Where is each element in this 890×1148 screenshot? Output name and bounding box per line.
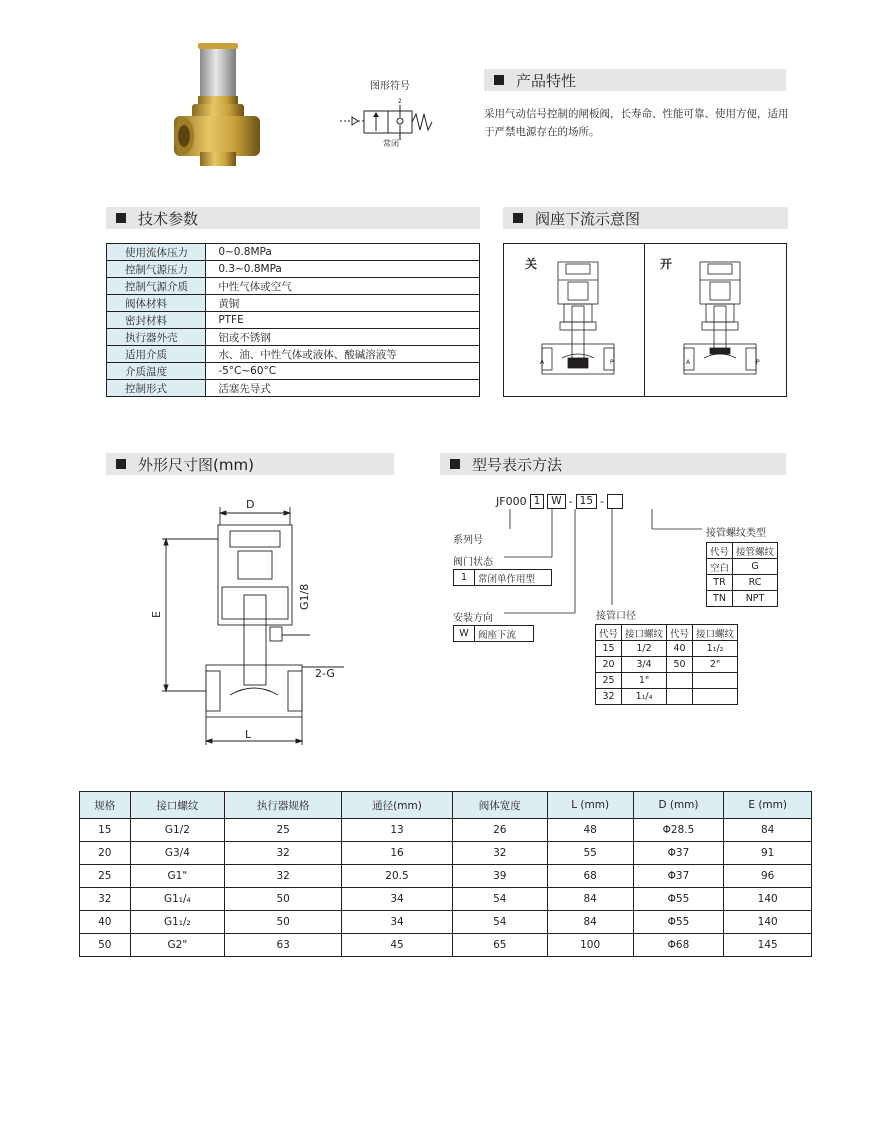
product-photo [170, 40, 260, 170]
dim-g18-label: G1/8 [298, 583, 311, 610]
table-cell: G2" [130, 934, 225, 957]
table-header-cell: 接管螺纹 [733, 543, 778, 559]
symbol-port-1: 1 [398, 135, 402, 142]
thread-type-table [706, 542, 778, 607]
table-cell: 54 [452, 888, 547, 911]
param-value: 水、油、中性气体或液体、酸碱溶液等 [206, 346, 480, 363]
table-cell: TN [707, 591, 733, 607]
table-cell: 50 [667, 657, 693, 673]
table-cell: 50 [225, 911, 342, 934]
table-cell: Φ68 [633, 934, 724, 957]
param-name: 介质温度 [107, 363, 206, 380]
table-cell: 48 [547, 819, 633, 842]
table-cell: 空白 [707, 559, 733, 575]
table-row [107, 329, 480, 346]
table-cell: NPT [733, 591, 778, 607]
seat-closed-port-a: A [540, 359, 545, 366]
model-heading: 型号表示方法 [440, 453, 786, 475]
param-value: 黄铜 [206, 295, 480, 312]
table-cell: 65 [452, 934, 547, 957]
table-cell [693, 689, 738, 705]
param-value: PTFE [206, 312, 480, 329]
table-cell: TR [707, 575, 733, 591]
heading-square-icon [494, 75, 504, 85]
install-label: 安装方向 [453, 613, 493, 624]
table-row [107, 261, 480, 278]
thread-type-label: 接管螺纹类型 [706, 528, 766, 539]
table-row [80, 842, 812, 865]
table-cell: 84 [724, 819, 812, 842]
model-dash-2: - [600, 495, 604, 508]
table-cell: 20.5 [342, 865, 453, 888]
state-code: 1 [454, 570, 475, 586]
table-cell: 32 [225, 842, 342, 865]
table-row [107, 312, 480, 329]
table-row [107, 363, 480, 380]
table-cell: 50 [225, 888, 342, 911]
table-cell: G1/2 [130, 819, 225, 842]
table-header-cell: 接口螺纹 [693, 625, 738, 641]
table-cell: 34 [342, 888, 453, 911]
table-cell: 26 [452, 819, 547, 842]
heading-square-icon [450, 459, 460, 469]
table-cell: 45 [342, 934, 453, 957]
table-cell: Φ37 [633, 842, 724, 865]
model-dash-1: - [568, 495, 573, 508]
table-header-cell: L (mm) [547, 792, 633, 819]
table-cell: G1₁/₄ [130, 888, 225, 911]
seat-open-label: 开 [660, 257, 673, 271]
symbol-normally-closed: 常闭 [383, 139, 399, 148]
heading-square-icon [116, 459, 126, 469]
table-cell: 32 [225, 865, 342, 888]
table-header-cell: E (mm) [724, 792, 812, 819]
table-cell: 40 [80, 911, 131, 934]
param-value: 0.3~0.8MPa [206, 261, 480, 278]
seat-closed-label: 关 [525, 257, 538, 271]
table-cell: RC [733, 575, 778, 591]
table-cell: 84 [547, 888, 633, 911]
table-cell: 20 [596, 657, 622, 673]
valve-state-table [453, 569, 552, 586]
dim-l-label: L [245, 728, 252, 741]
table-cell: 32 [80, 888, 131, 911]
table-header-cell: 通径(mm) [342, 792, 453, 819]
table-cell: 68 [547, 865, 633, 888]
table-row [707, 591, 778, 607]
table-cell: 3/4 [622, 657, 667, 673]
table-header-cell: 执行器规格 [225, 792, 342, 819]
table-row [80, 911, 812, 934]
table-cell: 25 [225, 819, 342, 842]
param-name: 阀体材料 [107, 295, 206, 312]
table-cell: 16 [342, 842, 453, 865]
table-cell: 15 [596, 641, 622, 657]
table-cell: 55 [547, 842, 633, 865]
valve-state-label: 阀门状态 [453, 557, 493, 568]
state-text: 常闭单作用型 [475, 570, 552, 586]
table-row [107, 346, 480, 363]
seat-open-port-a: A [686, 359, 691, 366]
table-cell [693, 673, 738, 689]
table-cell: 39 [452, 865, 547, 888]
model-box-1: 1 [530, 494, 545, 509]
heading-square-icon [513, 213, 523, 223]
table-row [80, 934, 812, 957]
table-cell: 1/2 [622, 641, 667, 657]
table-header-cell: 代号 [707, 543, 733, 559]
table-cell: 25 [596, 673, 622, 689]
table-header-cell: D (mm) [633, 792, 724, 819]
table-header-cell: 代号 [596, 625, 622, 641]
table-cell: 32 [452, 842, 547, 865]
table-header-cell: 接口螺纹 [622, 625, 667, 641]
param-name: 密封材料 [107, 312, 206, 329]
table-cell: 20 [80, 842, 131, 865]
table-cell: 91 [724, 842, 812, 865]
seat-closed-drawing [538, 258, 618, 388]
table-cell: G1₁/₂ [130, 911, 225, 934]
param-value: 铝或不锈钢 [206, 329, 480, 346]
dim-2g-label: 2-G [315, 667, 335, 680]
table-header-cell: 接口螺纹 [130, 792, 225, 819]
table-row [707, 559, 778, 575]
model-box-3: 15 [576, 494, 597, 509]
install-text: 阀座下流 [475, 626, 534, 642]
table-cell: 13 [342, 819, 453, 842]
table-cell: 100 [547, 934, 633, 957]
table-row [107, 380, 480, 397]
table-row [596, 657, 738, 673]
table-cell: 63 [225, 934, 342, 957]
param-name: 控制气源压力 [107, 261, 206, 278]
table-cell: G3/4 [130, 842, 225, 865]
features-heading: 产品特性 [484, 69, 786, 91]
table-cell: 32 [596, 689, 622, 705]
install-table [453, 625, 534, 642]
model-box-2: W [547, 494, 565, 509]
table-cell: Φ28.5 [633, 819, 724, 842]
table-cell: 140 [724, 911, 812, 934]
param-name: 控制气源介质 [107, 278, 206, 295]
seat-open-port-p: P [756, 359, 760, 366]
table-cell: Φ37 [633, 865, 724, 888]
table-cell: 84 [547, 911, 633, 934]
param-value: 活塞先导式 [206, 380, 480, 397]
table-cell: Φ55 [633, 911, 724, 934]
table-cell: 50 [80, 934, 131, 957]
tech-table [106, 243, 480, 397]
dim-e-label: E [149, 611, 163, 618]
table-cell: Φ55 [633, 888, 724, 911]
table-row [107, 244, 480, 261]
table-cell [667, 673, 693, 689]
symbol-port-2: 2 [398, 98, 402, 105]
table-cell: 2" [693, 657, 738, 673]
dims-heading: 外形尺寸图(mm) [106, 453, 394, 475]
table-header-cell: 阀体宽度 [452, 792, 547, 819]
features-text-2: 于严禁电源存在的场所。 [484, 126, 600, 138]
table-row [107, 278, 480, 295]
dimensions-table [79, 791, 812, 957]
table-cell [667, 689, 693, 705]
table-row [596, 641, 738, 657]
table-cell: 96 [724, 865, 812, 888]
table-row [80, 819, 812, 842]
heading-square-icon [116, 213, 126, 223]
table-cell: 1₁/₄ [622, 689, 667, 705]
param-value: 0~0.8MPa [206, 244, 480, 261]
symbol-title: 图形符号 [370, 81, 410, 92]
dim-d-label: D [246, 498, 255, 511]
table-cell: 40 [667, 641, 693, 657]
port-dia-table [595, 624, 738, 705]
table-cell: 145 [724, 934, 812, 957]
table-row [80, 888, 812, 911]
table-row [80, 865, 812, 888]
table-cell: G [733, 559, 778, 575]
model-prefix: JF000 [496, 495, 527, 508]
table-row [107, 295, 480, 312]
seat-closed-port-p: P [610, 359, 614, 366]
features-text-1: 采用气动信号控制的闸板阀，长寿命、性能可靠、使用方便，适用 [484, 108, 789, 120]
param-name: 执行器外壳 [107, 329, 206, 346]
table-header-cell: 代号 [667, 625, 693, 641]
table-cell: 1" [622, 673, 667, 689]
param-name: 适用介质 [107, 346, 206, 363]
tech-heading: 技术参数 [106, 207, 480, 229]
table-cell: 34 [342, 911, 453, 934]
table-header-cell: 规格 [80, 792, 131, 819]
table-row [707, 575, 778, 591]
table-cell: 140 [724, 888, 812, 911]
param-value: 中性气体或空气 [206, 278, 480, 295]
seat-heading: 阀座下流示意图 [503, 207, 788, 229]
table-cell: 25 [80, 865, 131, 888]
install-code: W [454, 626, 475, 642]
table-row [596, 689, 738, 705]
table-row [596, 673, 738, 689]
table-cell: 15 [80, 819, 131, 842]
table-cell: G1" [130, 865, 225, 888]
param-name: 使用流体压力 [107, 244, 206, 261]
table-cell: 1₁/₂ [693, 641, 738, 657]
port-dia-label: 接管口径 [596, 611, 636, 622]
dimension-drawing [150, 495, 360, 755]
param-name: 控制形式 [107, 380, 206, 397]
param-value: -5°C~60°C [206, 363, 480, 380]
table-cell: 54 [452, 911, 547, 934]
series-label: 系列号 [453, 535, 483, 546]
seat-open-drawing [680, 258, 760, 388]
